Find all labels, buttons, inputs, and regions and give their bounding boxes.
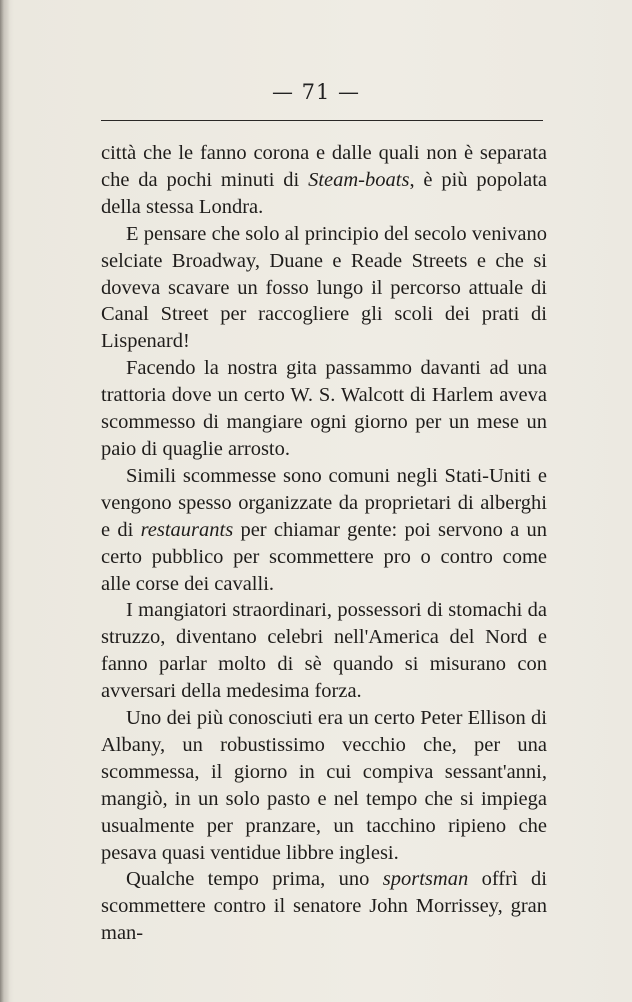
paragraph: [101, 597, 547, 705]
header-rule: [101, 120, 543, 121]
italic-text: Steam-boats: [308, 168, 410, 191]
text-run: Simili scommesse sono comuni negli Stati-Uniti e vengono spesso organizzate da proprietari di alberghi e di: [101, 464, 547, 541]
paragraph: [101, 221, 547, 356]
text-run: Uno dei più conosciuti era un certo Peter Ellison di Albany, un robustissimo vecchio che, per una scommessa, il giorno in cui compiva sessant'anni, mangiò, in un solo pasto e nel tempo che si impiega usualmente per pranzare, un tacchino ripieno che pesava quasi ventidue libbre inglesi.: [101, 707, 547, 864]
text-run: per chiamar gente: poi servono a un certo pubblico per scommettere pro o contro come alle corse dei cavalli.: [101, 518, 547, 595]
text-run: I mangiatori straordinari, possessori di stomachi da struzzo, diventano celebri nell'America del Nord e fanno parlar molto di sè quando si misurano con avversari della medesima forza.: [101, 599, 547, 703]
italic-text: sportsman: [382, 868, 469, 891]
body-text: [101, 140, 547, 947]
paragraph: [101, 140, 547, 221]
paragraph: [101, 355, 547, 463]
text-run: offrì di scommettere contro il senatore John Morrissey, gran man-: [101, 868, 547, 945]
text-run: E pensare che solo al principio del secolo venivano selciate Broadway, Duane e Reade Streets e che si doveva scavare un fosso lungo il percorso attuale di Canal Street per raccogliere gli scoli dei prati di Lispenard!: [101, 222, 547, 353]
binding-shadow: [0, 0, 10, 1002]
text-run: città che le fanno corona e dalle quali non è separata che da pochi minuti di: [101, 142, 547, 191]
text-run: Qualche tempo prima, uno: [126, 868, 383, 891]
text-run: Facendo la nostra gita passammo davanti ad una trattoria dove un certo W. S. Walcott di Harlem aveva scommesso di mangiare ogni giorno per un mese un paio di quaglie arrosto.: [101, 357, 547, 460]
italic-text: restaurants: [140, 518, 234, 541]
paragraph: [101, 463, 547, 598]
paragraph: [101, 866, 547, 947]
page-number: — 71 —: [271, 80, 361, 104]
text-run: , è più popolata della stessa Londra.: [101, 168, 547, 218]
paragraph: [101, 705, 547, 866]
